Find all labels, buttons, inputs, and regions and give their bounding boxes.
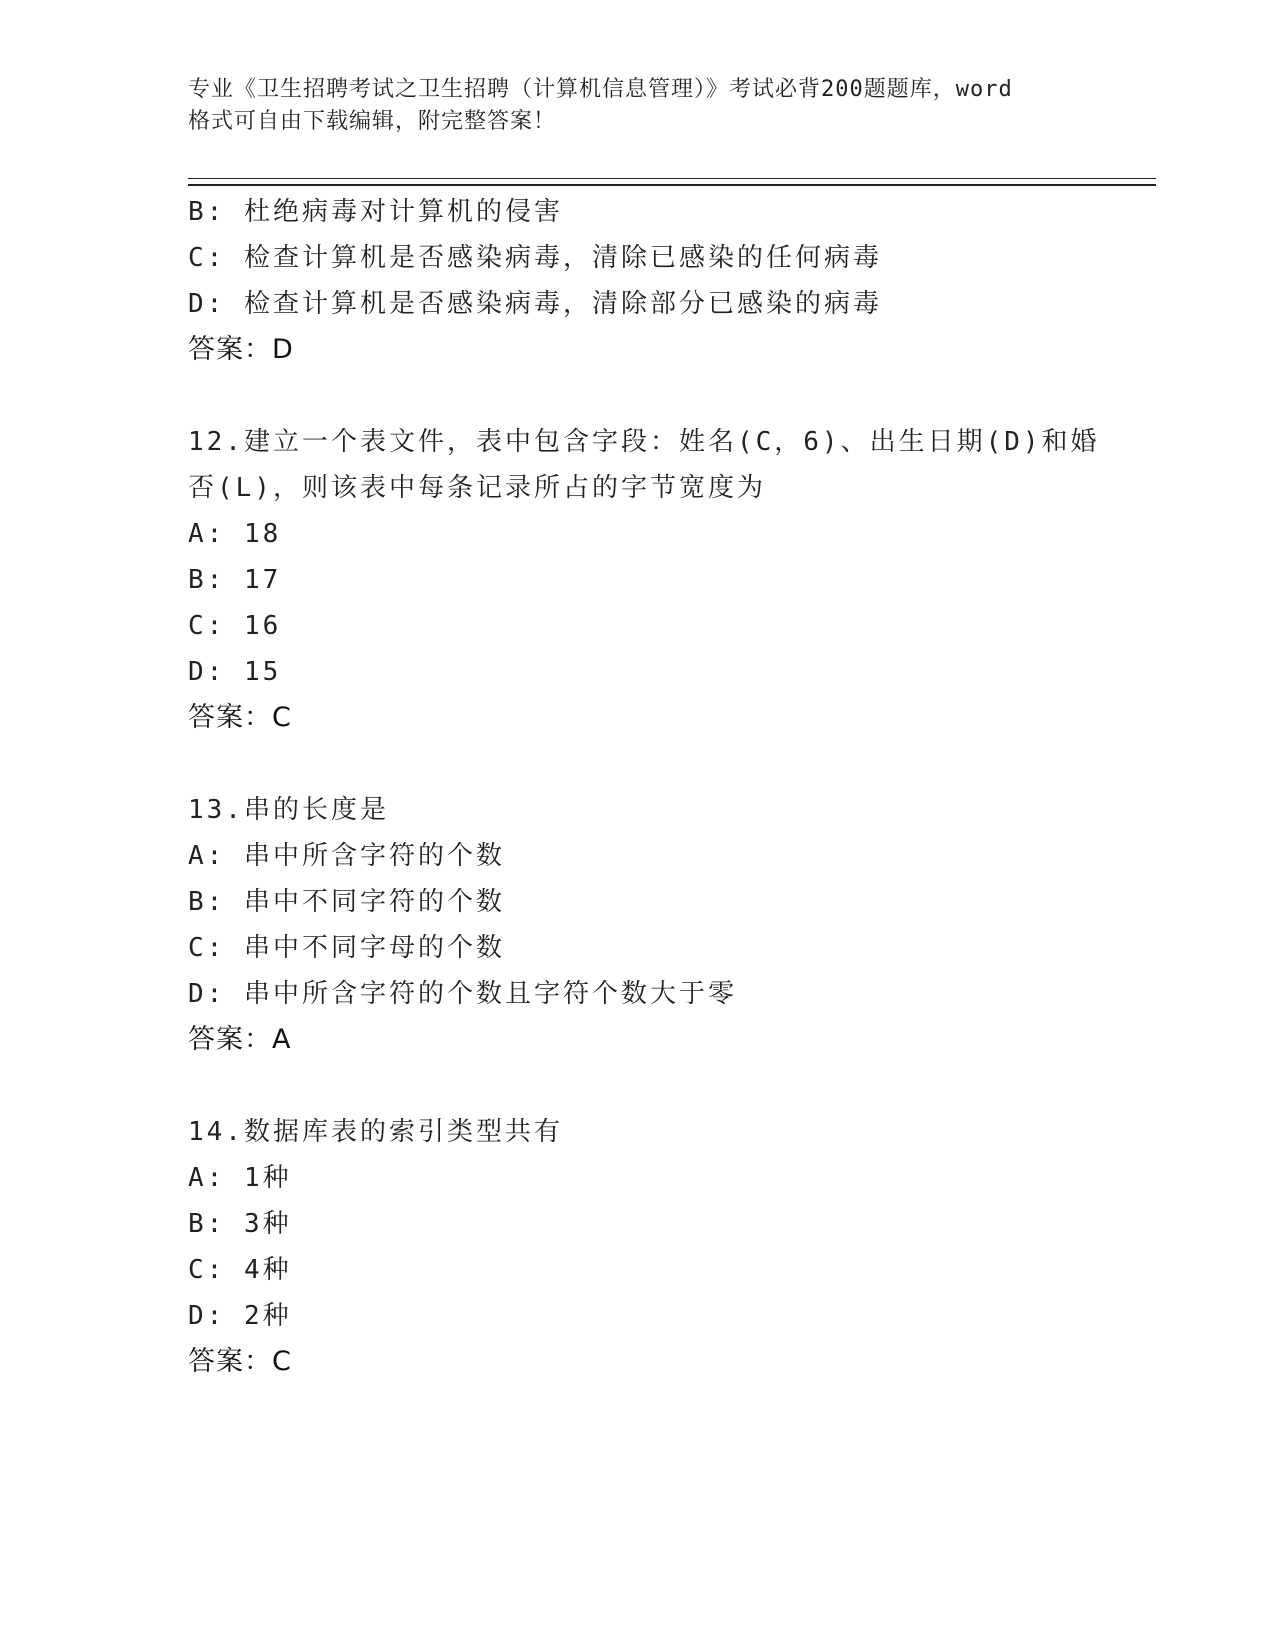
option-c: C: 4种 [188, 1255, 292, 1285]
header-divider [188, 178, 1156, 186]
question-stem-continued: 否(L)，则该表中每条记录所占的字节宽度为 [188, 473, 766, 503]
question-11-continued [188, 189, 1128, 373]
page-header [188, 74, 1088, 138]
question-stem: 14.数据库表的索引类型共有 [188, 1117, 563, 1147]
spacer [188, 1063, 1128, 1109]
question-stem: 12.建立一个表文件，表中包含字段：姓名(C，6)、出生日期(D)和婚 [188, 427, 1100, 457]
option-c: C: 16 [188, 611, 282, 641]
option-d: D: 串中所含字符的个数且字符个数大于零 [188, 979, 737, 1009]
answer-label: 答案：A [188, 1024, 292, 1055]
option-c: C: 串中不同字母的个数 [188, 933, 505, 963]
question-list [188, 189, 1128, 1385]
question-stem: 13.串的长度是 [188, 795, 389, 825]
answer-label: 答案：D [188, 334, 294, 365]
header-title-line-1: 专业《卫生招聘考试之卫生招聘（计算机信息管理）》考试必背200题题库，word [188, 77, 1013, 102]
option-d: D: 2种 [188, 1301, 292, 1331]
question-14 [188, 1109, 1128, 1385]
option-b: B: 3种 [188, 1209, 292, 1239]
option-b: B: 杜绝病毒对计算机的侵害 [188, 197, 563, 227]
spacer [188, 373, 1128, 419]
option-a: A: 1种 [188, 1163, 292, 1193]
option-a: A: 18 [188, 519, 282, 549]
question-12 [188, 419, 1128, 741]
option-c: C: 检查计算机是否感染病毒，清除已感染的任何病毒 [188, 243, 882, 273]
question-13 [188, 787, 1128, 1063]
spacer [188, 741, 1128, 787]
option-b: B: 串中不同字符的个数 [188, 887, 505, 917]
option-a: A: 串中所含字符的个数 [188, 841, 505, 871]
header-title-line-2: 格式可自由下载编辑，附完整答案！ [188, 109, 557, 134]
option-d: D: 15 [188, 657, 282, 687]
option-b: B: 17 [188, 565, 282, 595]
answer-label: 答案：C [188, 1346, 292, 1377]
answer-label: 答案：C [188, 702, 292, 733]
option-d: D: 检查计算机是否感染病毒，清除部分已感染的病毒 [188, 289, 882, 319]
